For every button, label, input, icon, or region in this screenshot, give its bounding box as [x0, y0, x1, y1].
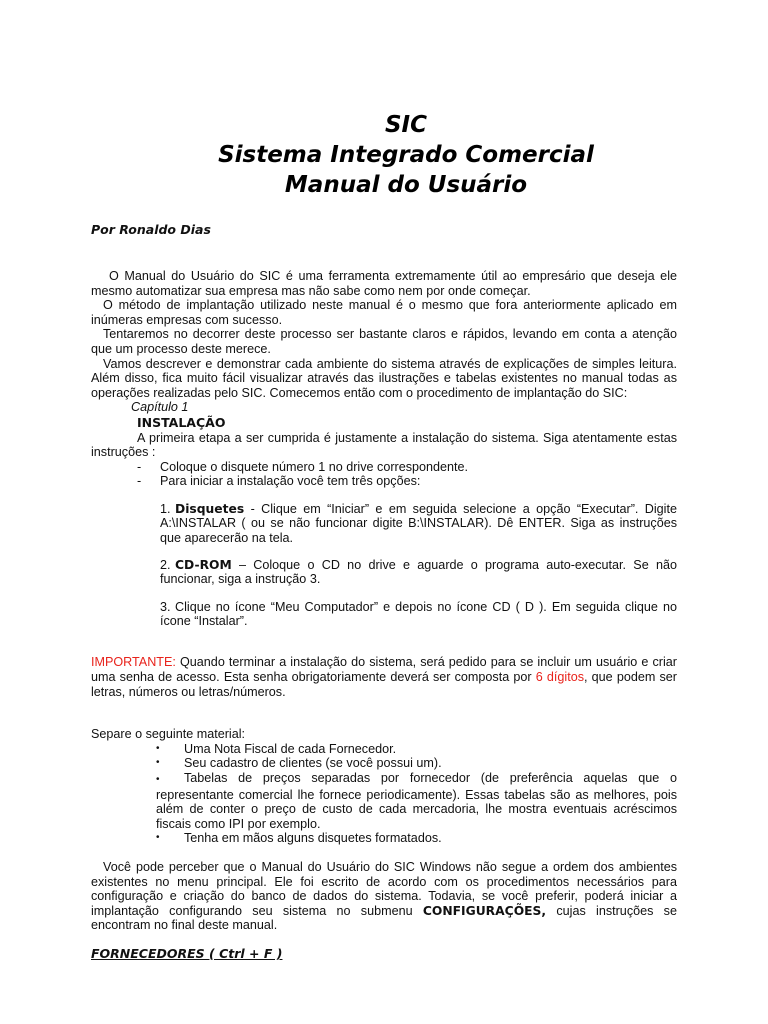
list-item: [156, 771, 677, 831]
dash-marker: -: [137, 459, 142, 474]
option-3-text: Clique no ícone “Meu Computador” e depois no ícone CD ( D ). Em seguida clique no ícone “Instalar”.: [160, 599, 677, 629]
intro-paragraph-4: Vamos descrever e demonstrar cada ambiente do sistema através de explicações de simples leitura. Além disso, fica muito fácil visualizar através das ilustrações e tabelas existentes no manual todas as operações realizadas pelo SIC. Comecemos então com o procedimento de implantação do SIC:: [91, 356, 677, 400]
material-item-4: Tenha em mãos alguns disquetes formatados.: [184, 831, 442, 846]
option-2: [160, 558, 677, 587]
closing-text-2: cujas instruções se encontram no final deste manual.: [91, 903, 677, 933]
material-item-2: Seu cadastro de clientes (se você possui um).: [184, 756, 442, 771]
intro-paragraph-2: O método de implantação utilizado neste manual é o mesmo que fora anteriormente aplicado em inúmeras empresas com sucesso.: [91, 298, 677, 327]
bullet-marker: •: [156, 832, 160, 844]
important-text-1: Quando terminar a instalação do sistema, será pedido para se incluir um usuário e criar uma senha de acesso. Esta senha obrigatoriamente deverá ser composta por: [91, 655, 677, 685]
title-line-1: SIC: [384, 112, 427, 138]
option-1-text: - Clique em “Iniciar” e em seguida selecione a opção “Executar”. Digite A:\INSTALAR ( ou se não funcionar digite B:\INSTALAR). Dê ENTER. Siga as instruções que aparecerão na tela.: [160, 501, 677, 545]
important-highlight: 6 dígitos: [535, 670, 585, 685]
section-heading: INSTALAÇÃO: [137, 414, 226, 430]
option-1: [160, 502, 677, 546]
option-1-number: 1.: [160, 501, 171, 516]
option-3: [160, 600, 677, 629]
important-note: [91, 655, 677, 699]
closing-bold: CONFIGURAÇÕES,: [422, 903, 547, 918]
install-intro: A primeira etapa a ser cumprida é justamente a instalação do sistema. Siga atentamente estas instruções :: [91, 430, 677, 460]
chapter-label: Capítulo 1: [131, 400, 189, 415]
list-item: [137, 474, 677, 489]
option-2-text: – Coloque o CD no drive e aguarde o programa auto-executar. Se não funcionar, siga a instrução 3.: [160, 557, 677, 587]
closing-paragraph: [91, 860, 677, 933]
title-line-2: Sistema Integrado Comercial: [218, 142, 594, 168]
bullet-marker: •: [156, 757, 160, 769]
material-item-3: Tabelas de preços separadas por fornecedor (de preferência aquelas que o representante comercial lhe fornece periodicamente). Essas tabelas são as melhores, pois além de conter o preço de custo de cada mercadoria, lhe mostra eventuais acréscimos fiscais como IPI por exemplo.: [156, 771, 677, 831]
option-2-label: CD-ROM: [175, 557, 232, 572]
option-2-number: 2.: [160, 557, 171, 572]
author-line: Por Ronaldo Dias: [91, 222, 211, 237]
important-label: IMPORTANTE:: [91, 655, 176, 670]
list-item: [137, 460, 677, 475]
list-item: [156, 742, 677, 757]
option-3-number: 3.: [160, 599, 171, 614]
document-title: [0, 110, 768, 200]
dash-marker: -: [137, 474, 142, 489]
next-section-heading: FORNECEDORES ( Ctrl + F ): [91, 945, 283, 961]
list-item: [156, 831, 677, 846]
material-item-1: Uma Nota Fiscal de cada Fornecedor.: [184, 741, 397, 756]
intro-paragraph-3: Tentaremos no decorrer deste processo ser bastante claros e rápidos, levando em conta a atenção que um processo deste merece.: [91, 327, 677, 356]
title-line-3: Manual do Usuário: [284, 172, 528, 198]
document-body: [91, 269, 677, 962]
intro-paragraph-1: O Manual do Usuário do SIC é uma ferramenta extremamente útil ao empresário que deseja ele mesmo automatizar sua empresa mas não sabe como nem por onde começar.: [91, 269, 677, 298]
important-text-2: , que podem ser letras, números ou letras/números.: [91, 670, 677, 699]
bullet-marker: •: [156, 742, 160, 754]
material-intro: Separe o seguinte material:: [91, 727, 246, 742]
install-step-1: Coloque o disquete número 1 no drive correspondente.: [160, 459, 469, 474]
closing-text-1: Você pode perceber que o Manual do Usuário do SIC Windows não segue a ordem dos ambientes existentes no menu principal. Ele foi escrito de acordo com os procedimentos necessários para configuração e criação do banco de dados do sistema. Todavia, se você preferir, poderá iniciar a implantação configurando seu sistema no submenu: [91, 859, 677, 918]
list-item: [156, 756, 677, 771]
install-step-2: Para iniciar a instalação você tem três opções:: [160, 474, 421, 489]
option-1-label: Disquetes: [175, 501, 245, 516]
bullet-marker: •: [156, 774, 160, 785]
